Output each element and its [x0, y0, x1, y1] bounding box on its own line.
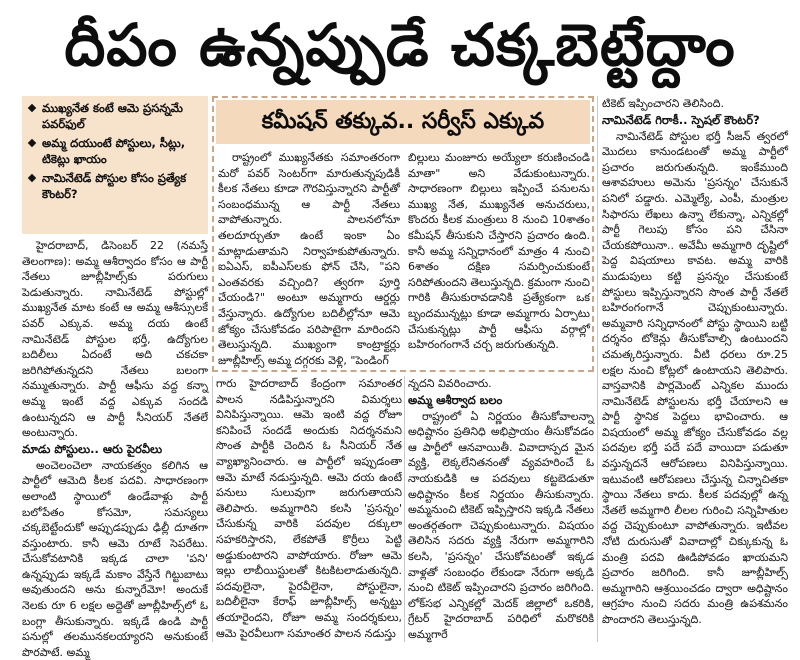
column-3-bottom [408, 376, 594, 643]
column-2-top [218, 150, 400, 368]
column-2-bottom [216, 376, 402, 643]
highlights-box [22, 96, 208, 234]
column-divider [597, 96, 598, 642]
article-paragraph: అంచెలంచెలా నాయకత్వం కలిగిన ఆ పార్టీలో ఆమెది కీలక పదవి. సాధారణంగా అలాంటి స్థాయిలో ఉండేవాళ్లు పార్టీ బలోపేతం కోసమో, సమస్యలు చక్కబెట్టేందుకో అప్పుడప్పుడు ఢిల్లీ దూతగా వస్తుంటారు. కానీ ఆమె రూటే సెపరేటు. చేసుకోవటానికి ఇక్కడ చాలా 'పని' ఉన్నప్పుడు ఇక్కడే మకాం వేస్తేనే గిట్టుబాటు అవుతుందని అను కున్నారేమో! అందుకే నెలకు రూ 6 లక్షల అద్దెతో జూబ్లీహిల్స్‌లో ఓ బంగ్లా తీసుకున్నారు. ఇక్కడే ఉండి పార్టీ పనుల్లో తలమునకలయ్యారని అనుకుంటే పొరపాటే. అమ్మ [22, 458, 208, 659]
highlight-item: అమ్మ దయుంటే పోస్టులు, సీట్లు, టికెట్లు ఖాయం [28, 135, 202, 167]
article-paragraph: హైదరాబాద్, డిసెంబర్ 22 (నమస్తే తెలంగాణ): అమ్మ ఆశీర్వాదం కోసం ఆ పార్టీ నేతలు జూబ్లీహిల్స్‌కు పరుగులు పెడుతున్నారు. నామినేటెడ్ పోస్టుల్లో ముఖ్యనేత మాట కంటే ఆ అమ్మ ఆశీస్సులకే పవర్ ఎక్కువ. అమ్మ దయ ఉంటే నామినేటెడ్ పోస్టుల భర్తీ, ఉద్యోగుల బదిలీలు ఏదంటే అది చకచకా జరిగిపోతున్నదని నేతలు బలంగా నమ్ముతున్నారు. పార్టీ ఆఫీసు వద్ద కన్నా అమ్మ ఇంటే వద్ద ఎక్కువ సందడి ఉంటున్నదని ఆ పార్టీ సీనియర్ నేతలే అంటున్నారు. [22, 239, 208, 440]
column-4 [602, 96, 788, 643]
box-title: కమీషన్ తక్కువ.. సర్వీస్ ఎక్కువ [216, 100, 590, 144]
subheading: అమ్మ ఆశీర్వాద బలం [408, 392, 503, 407]
subheading: నామినేటెడ్ గిరాకీ.. స్పెషల్ కౌంటర్? [602, 112, 760, 127]
highlight-item: నామినేటెడ్ పోస్టుల కోసం ప్రత్యేక కౌంటర్? [28, 170, 202, 202]
column-1 [22, 238, 208, 659]
column-divider [212, 376, 213, 642]
article-paragraph: రాష్ట్రంలో ఏ నిర్ణయం తీసుకోవాలన్నా అధిష్టానం ప్రతినిధి అభిప్రాయం తీసుకోవడం ఆ పార్టీలో ఆనవాయితీ. వివాదాస్పద మైన వ్యక్తి, లెక్కలేనితనంతో వ్యవహరించే ఓ నాయకుడికి ఆ పదవులు కట్టబెడుతూ అధిష్టానం కీలక నిర్ణయం తీసుకున్నారు. అమ్మనుంచి టికెట్ ఇప్పిస్తారని ఇక్కడి నేతలు అంతర్గతంగా చెప్పుకుంటున్నారు. విషయం తెలిసిన సదరు వ్యక్తి నేరుగా అమ్మగారిని కలసి, 'ప్రసన్నం' చేసుకోవటంతో ఇక్కడ వాళ్లతో సంబంధం లేకుండా నేరుగా అక్కడి నుంచి టికెట్ ఇప్పించారని ప్రచారం జరిగింది. లోక్‌సభ ఎన్నికల్లో మెదక్ జిల్లాలో ఒకరికి, గ్రేటర్ హైదరాబాద్ పరిధిలో మరొకరికి అమ్మగారే [408, 409, 594, 641]
article-paragraph: నామినేటెడ్ పోస్టుల భర్తీ సీజన్ త్వరలో మొదలు కానుండటంతో అమ్మ పార్టీలో ప్రచారం జరుగుతున్నది. ఇంకేముంది ఆశావహులు అమెను 'ప్రసన్నం' చేసుకునే పనిలో పడ్డారు. ఎమ్మెల్యే, ఎంపీ, మంత్రుల సిఫారసు లేఖలు ఉన్నా లేకున్నా, ఎన్నికల్లో పార్టీ గెలుపు కోసం పని చేసినా చేయకపోయినా.. అవేమీ అమ్మగారి దృష్టిలో పెద్ద విషయాలు కావట. అమ్మ వారికి ముడుపులు కట్టి ప్రసన్నం చేసుకుంటే పోస్టులు ఇప్పిస్తున్నారని సొంత పార్టీ నేతలే బహిరంగంగానే చెప్పుకుంటున్నారు. అమ్మవారి సన్నిధానంలో పోస్టు స్థాయిని బట్టి దర్శనం టోకెన్లు తీసుకోవాల్సి ఉంటుందని చమత్కరిస్తున్నారు. వీటి ధరలు రూ.25 లక్షల నుంచి కోట్లలో ఉంటాయని తెలిపారు. వాస్తవానికి పార్లమెంట్ ఎన్నికల ముందు నామినేటెడ్ పోస్టులను భర్తీ చేయాలని ఆ పార్టీ స్థానిక పెద్దలు భావించారు. ఆ విషయంలో అమ్మ జోక్యం చేసుకోవడం వల్ల పదవుల భర్తీ పదే పదే వాయిదా పడుతూ వస్తున్నదనే ఆరోపణలు వినిపిస్తున్నాయి. ఇటువంటి ఆరోపణలు చేస్తున్న చిన్నాచితకా స్థాయి నేతలు కాదు. కీలక పదవుల్లో ఉన్న నేతలే అమ్మగారి లీలల గురించి సన్నిహితుల వద్ద చెప్పుకుంటూ వాపోతున్నారు. ఇటీవల నోటి దురుసుతో వివాదాల్లో చిక్కుకున్న ఓ మంత్రి పదవి ఊడిపోవడం ఖాయమని ప్రచారం జరిగింది. కానీ జూబ్లీహిల్స్ అమ్మగారిని ఆశ్రయించడం ద్వారా అధిష్టానం ఆగ్రహం నుంచి సదరు మంత్రి ఉపశమనం పొందారని తెలుస్తున్నది. [602, 129, 788, 626]
article-paragraph: రాష్ట్రంలో ముఖ్యనేతకు సమాంతరంగా మరో పవర్ సెంటర్‌గా మారుతున్నపుడికీ కీలక నేతలు కూడా గౌరవిస్తున్నారని పార్టీతో సంబంధమున్న ఆ పార్టీ నేతలు వాపోతున్నారు. పాలనలోనూ తలదూర్చుతూ ఉంటే ఇంకా ఏం మాట్లాడుతామని నిర్వాహకుపోతున్నారు. ఐఏఎస్, ఐపీఎస్‌లకు ఫోన్ చేసి, "పని ఎంతవరకు వచ్చింది? త్వరగా పూర్తి చేయండి?" అంటూ అమ్మగారు ఆర్డర్లు వేస్తున్నారు. ఉద్యోగుల బదిలీల్లోనూ ఆమె జోక్యం చేసుకోవడం పరిపాటైగా మారిందని తెలుస్తున్నది. ముఖ్యంగా కాంట్రాక్టర్లు జూబ్లీహిల్స్ అమ్మ దగ్గరకు వెళ్లి, "పెండింగ్ [218, 151, 400, 367]
column-divider [404, 376, 405, 642]
article-paragraph: న్నదని వివరించారు. [408, 377, 492, 390]
article-paragraph: గారు హైదరాబాద్ కేంద్రంగా సమాంతర పాలన నడిపిస్తున్నారని విమర్శలు వినిపిస్తున్నాయి. ఆమె ఇంటి వద్ద రోజూ కనిపించే సందడే అందుకు నిదర్శనమని సొంత పార్టీకి చెందిన ఓ సీనియర్ నేత వ్యాఖ్యానించారు. ఆ పార్టీలో ఇప్పుడంతా ఆమె మాటే నడుస్తున్నది. ఆమె దయ ఉంటే పనులు సులువుగా జరుగుతాయని తెలిపారు. అమ్మగారిని కలసి 'ప్రసన్నం' చేసుకున్న వారికి పదవుల దక్కులా సహకరిస్తారని, లేకపోతే కొర్రీలు పెట్టి అడ్డుకుంటారని వాపోయారు. రోజూ ఆమె ఇల్లు లాబీయిస్టులతో కిటకిటలాడుతున్నది. పదవులైనా, పైరవీలైనా, పోస్టులైనా, బదిలీలైనా కేరాఫ్ జూబ్లీహిల్స్ అన్నట్టు తయారైందని, రోజూ అమ్మ సందర్శకులు, ఆమె పైరవీలుగా సమాంతర పాలన నడుస్తు [216, 377, 402, 640]
column-3-top [408, 150, 590, 368]
subheading: మాడు పోస్టులు.. ఆరు పైరవీలు [22, 441, 163, 456]
article-paragraph: బిల్లులు మంజూరు అయ్యేలా కరుణించండి మాతా" అని వేడుకుంటున్నారు. సాధారణంగా బిల్లులు ఇప్పించే పనులను ముఖ్య నేత, ముఖ్యనేత అనుచరులు, కొందరు కీలక మంత్రులు 8 నుంచి 10శాతం కమీషన్ తీసుకుని చేస్తారని ప్రచారం ఉంది. కానీ అమ్మ సన్నిధానంలో మాత్రం 4 నుంచి 6శాతం దక్షిణ సమర్పించుకుంటే సరిపోతుందని తెలుస్తున్నది. క్రమంగా నుంచి గారికి తీసుకురావడానికి ప్రత్యేకంగా ఒక బృందమున్నట్లు కూడా అమ్మగారు ఏర్పాటు చేసుకున్నట్లు పార్టీ ఆఫీసు వర్గాల్లో బహిరంగంగానే చర్చ జరుగుతున్నది. [408, 151, 590, 352]
highlight-item: ముఖ్యనేత కంటే ఆమె ప్రసన్నమే పవర్‌ఫుల్ [28, 100, 202, 132]
headline: దీపం ఉన్నప్పుడే చక్కబెట్టేద్దాం [64, 11, 736, 79]
article-paragraph: టికెట్ ఇప్పించారని తెలిసింది. [602, 97, 724, 110]
